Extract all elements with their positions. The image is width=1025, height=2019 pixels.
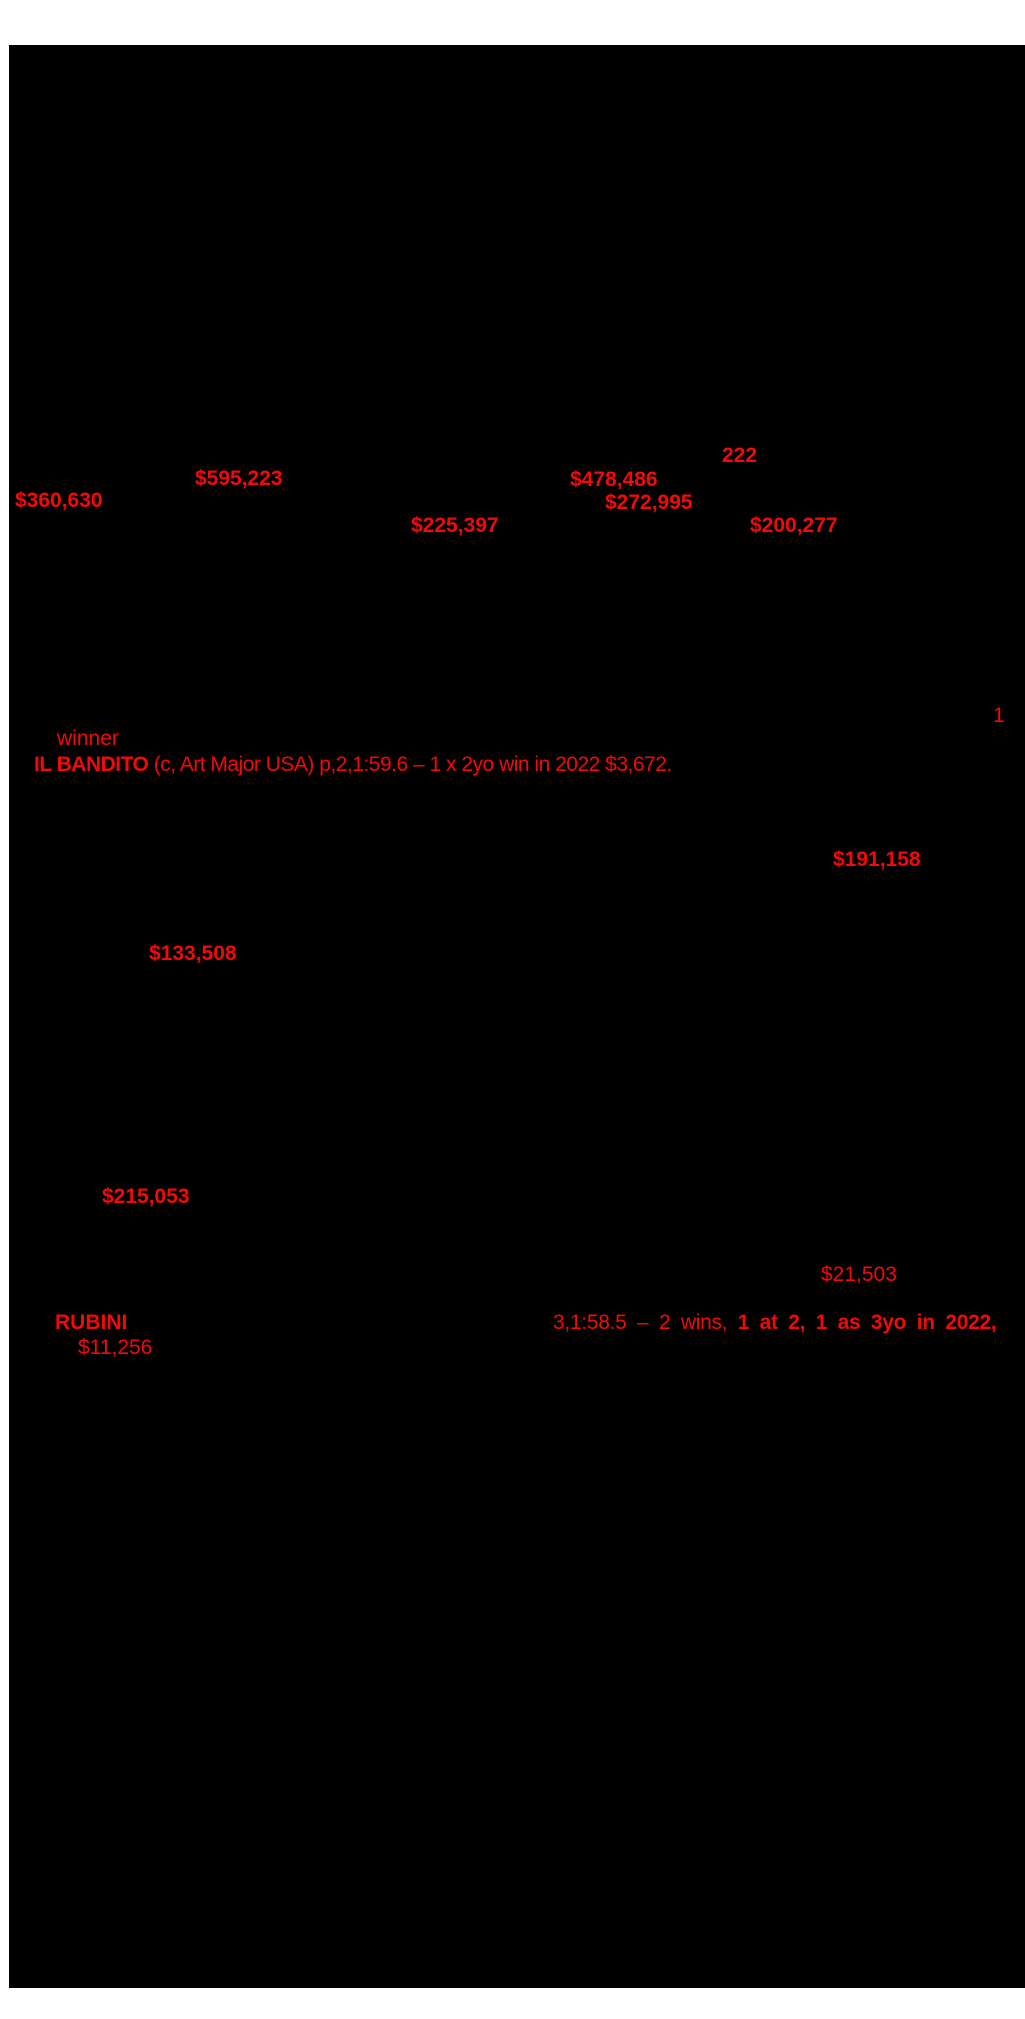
earnings-value: $21,503 — [821, 1263, 897, 1286]
document-page — [9, 45, 1025, 1988]
horse-details: (c, Art Major USA) p,2,1:59.6 – 1 x 2yo win in 2022 $3,672. — [148, 753, 672, 776]
earnings-value: $225,397 — [411, 514, 499, 537]
earnings-value: $478,486 — [570, 468, 658, 491]
earnings-value: $133,508 — [149, 942, 237, 965]
race-record-line — [553, 1311, 996, 1334]
horse-name: IL BANDITO — [34, 753, 149, 776]
race-record-regular: 3,1:58.5 – 2 wins, — [553, 1311, 738, 1334]
horse-record-line — [34, 753, 672, 776]
earnings-value: $191,158 — [833, 848, 921, 871]
earnings-value: $360,630 — [15, 489, 103, 512]
earnings-value: $11,256 — [78, 1336, 153, 1359]
winner-word: winner — [57, 727, 119, 750]
stat-count-value: 222 — [722, 444, 758, 467]
race-record-bold: 1 at 2, 1 as 3yo in 2022, — [737, 1311, 997, 1334]
margin-digit: 1 — [993, 704, 1005, 727]
earnings-value: $200,277 — [750, 514, 838, 537]
earnings-value: $595,223 — [195, 467, 283, 490]
earnings-value: $272,995 — [605, 491, 693, 514]
horse-name: RUBINI — [55, 1311, 128, 1334]
earnings-value: $215,053 — [102, 1185, 190, 1208]
